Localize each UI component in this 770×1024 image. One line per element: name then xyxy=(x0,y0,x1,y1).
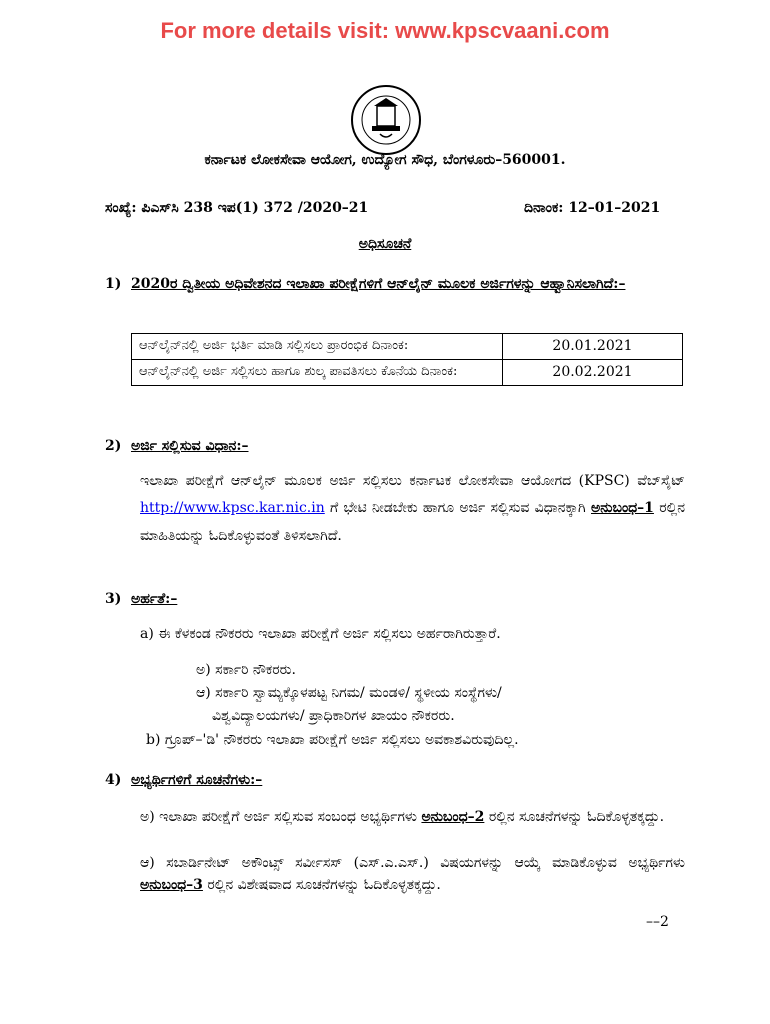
section-4-heading xyxy=(105,772,262,788)
annexure-reference: ಅನುಬಂಧ–3 xyxy=(140,877,203,894)
reference-number: ಸಂಖ್ಯೆ: ಪಿಎಸ್‌ಸಿ 238 ಇಪ(1) 372 /2020–21 xyxy=(105,200,369,216)
annexure-reference: ಅನುಬಂಧ–1 xyxy=(591,500,654,517)
section-number: 2) xyxy=(105,438,122,454)
date-label: ಆನ್‌ಲೈನ್‌ನಲ್ಲಿ ಅರ್ಜಿ ಸಲ್ಲಿಸಲು ಹಾಗೂ ಶುಲ್ಕ ಪಾವತಿಸಲು ಕೊನೆಯ ದಿನಾಂಕ: xyxy=(132,359,503,385)
date-value: 20.02.2021 xyxy=(503,359,683,385)
page-number: ––2 xyxy=(646,914,669,930)
section-title: 2020ರ ದ್ವಿತೀಯ ಅಧಿವೇಶನದ ಇಲಾಖಾ ಪರೀಕ್ಷೆಗಳಿಗೆ ಆನ್‌ಲೈನ್ ಮೂಲಕ ಅರ್ಜಿಗಳನ್ನು ಆಹ್ವಾನಿಸಲಾಗಿದೆ:– xyxy=(131,276,626,292)
notice-date: ದಿನಾಂಕ: 12–01–2021 xyxy=(524,200,661,216)
paragraph-text: ಇಲಾಖಾ ಪರೀಕ್ಷೆಗೆ ಆನ್‌ಲೈನ್ ಮೂಲಕ ಅರ್ಜಿ ಸಲ್ಲಿಸಲು ಕರ್ನಾಟಕ ಲೋಕಸೇವಾ ಆಯೋಗದ (KPSC) ವೆಬ್‌ಸೈಟ್ xyxy=(140,473,685,489)
eligibility-a2: ಆ) ಸರ್ಕಾರಿ ಸ್ವಾಮ್ಯಕ್ಕೊಳಪಟ್ಟ ನಿಗಮ/ ಮಂಡಳಿ/ ಸ್ಥಳೀಯ ಸಂಸ್ಥೆಗಳು/ xyxy=(196,685,502,701)
commission-address: ಕರ್ನಾಟಕ ಲೋಕಸೇವಾ ಆಯೋಗ, ಉದ್ಯೋಗ ಸೌಧ, ಬೆಂಗಳೂರು–560001. xyxy=(204,152,566,168)
section-3-heading xyxy=(105,591,177,607)
important-dates-table xyxy=(131,333,683,386)
eligibility-b: b) ಗ್ರೂಪ್–'ಡಿ' ನೌಕರರು ಇಲಾಖಾ ಪರೀಕ್ಷೆಗೆ ಅರ್ಜಿ ಸಲ್ಲಿಸಲು ಅವಕಾಶವಿರುವುದಿಲ್ಲ. xyxy=(146,732,519,748)
table-row xyxy=(132,334,683,360)
date-value: 20.01.2021 xyxy=(503,334,683,360)
notification-title: ಅಧಿಸೂಚನೆ xyxy=(358,236,412,252)
eligibility-a1: ಅ) ಸರ್ಕಾರಿ ನೌಕರರು. xyxy=(196,662,296,678)
paragraph-text: ಅ) ಇಲಾಖಾ ಪರೀಕ್ಷೆಗೆ ಅರ್ಜಿ ಸಲ್ಲಿಸುವ ಸಂಬಂಧ ಅಭ್ಯರ್ಥಿಗಳು xyxy=(140,809,422,825)
section-2-heading xyxy=(105,438,249,454)
website-banner: For more details visit: www.kpscvaani.com xyxy=(160,18,610,43)
section-1-heading xyxy=(105,273,685,297)
section-title: ಅರ್ಜಿ ಸಲ್ಲಿಸುವ ವಿಧಾನ:– xyxy=(131,438,249,454)
date-label: ಆನ್‌ಲೈನ್‌ನಲ್ಲಿ ಅರ್ಜಿ ಭರ್ತಿ ಮಾಡಿ ಸಲ್ಲಿಸಲು ಪ್ರಾರಂಭಿಕ ದಿನಾಂಕ: xyxy=(132,334,503,360)
eligibility-a: a) ಈ ಕೆಳಕಂಡ ನೌಕರರು ಇಲಾಖಾ ಪರೀಕ್ಷೆಗೆ ಅರ್ಜಿ ಸಲ್ಲಿಸಲು ಅರ್ಹರಾಗಿರುತ್ತಾರೆ. xyxy=(140,626,501,642)
instruction-a xyxy=(140,806,685,828)
paragraph-text: ರಲ್ಲಿನ ಸೂಚನೆಗಳನ್ನು ಓದಿಕೊಳ್ಳತಕ್ಕದ್ದು. xyxy=(484,809,665,825)
paragraph-text: ಗೆ ಭೇಟಿ ನೀಡಬೇಕು ಹಾಗೂ ಅರ್ಜಿ ಸಲ್ಲಿಸುವ ವಿಧಾನಕ್ಕಾಗಿ xyxy=(324,500,591,517)
paragraph-text: ಆ) ಸಬಾರ್ಡಿನೇಟ್ ಅಕೌಂಟ್ಸ್ ಸರ್ವೀಸಸ್ (ಎಸ್.ಎ.ಎಸ್.) ವಿಷಯಗಳನ್ನು ಆಯ್ಕೆ ಮಾಡಿಕೊಳ್ಳುವ ಅಭ್ಯರ್ಥಿಗಳು xyxy=(140,855,685,871)
section-number: 1) xyxy=(105,276,122,292)
paragraph-text: ರಲ್ಲಿನ ವಿಶೇಷವಾದ ಸೂಚನೆಗಳನ್ನು ಓದಿಕೊಳ್ಳತಕ್ಕದ್ದು. xyxy=(202,877,441,894)
paragraph-text: ರಲ್ಲಿನ ಮಾಹಿತಿಯನ್ನು ಓದಿಕೊಳ್ಳುವಂತೆ ತಿಳಿಸಲಾಗಿದೆ. xyxy=(140,500,685,544)
government-seal-icon xyxy=(350,84,422,156)
eligibility-a2-cont: ವಿಶ್ವವಿದ್ಯಾಲಯಗಳು/ ಪ್ರಾಧಿಕಾರಿಗಳ ಖಾಯಂ ನೌಕರರು. xyxy=(212,708,455,724)
section-number: 3) xyxy=(105,591,122,607)
kpsc-website-link[interactable]: http://www.kpsc.kar.nic.in xyxy=(140,500,325,517)
table-row xyxy=(132,359,683,385)
instruction-b xyxy=(140,852,685,897)
section-title: ಅರ್ಹತೆ:– xyxy=(131,591,178,607)
annexure-reference: ಅನುಬಂಧ–2 xyxy=(421,809,485,825)
section-number: 4) xyxy=(105,772,122,788)
application-method-paragraph xyxy=(140,468,685,550)
section-title: ಅಭ್ಯರ್ಥಿಗಳಿಗೆ ಸೂಚನೆಗಳು:– xyxy=(131,772,263,788)
